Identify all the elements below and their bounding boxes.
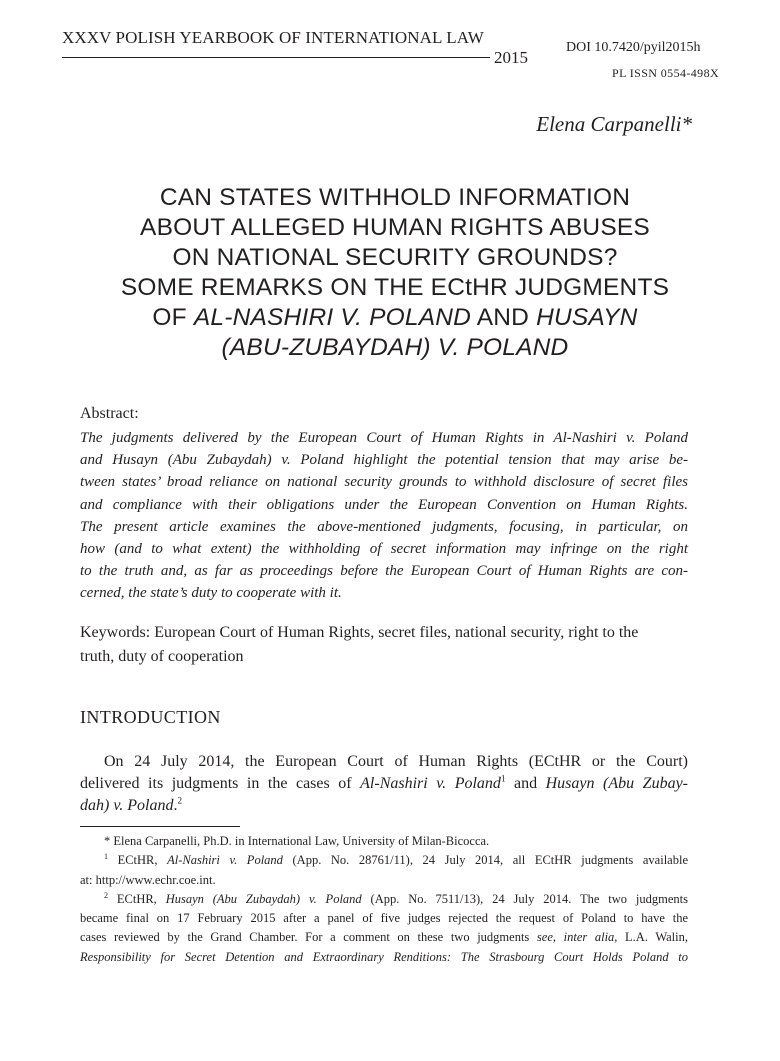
abstract-line: how (and to what extent) the withholding of secret information may infringe on the right [80, 541, 688, 558]
keywords [80, 621, 690, 668]
case-name: Husayn (Abu Zubaydah) v. Poland [165, 891, 362, 906]
doi: DOI 10.7420/pyil2015h [566, 40, 701, 55]
footnote-2 [80, 890, 688, 909]
keywords-label: Keywords: [80, 624, 151, 641]
journal-year: 2015 [494, 48, 528, 67]
footnote-rule [80, 826, 240, 827]
title-case-name: (ABU-ZUBAYDAH) V. POLAND [221, 334, 569, 361]
footnote-1 [80, 851, 688, 870]
footnote-line [80, 948, 688, 967]
abstract-text [80, 427, 688, 605]
footnote-italic: inter alia [563, 930, 615, 945]
case-name: Al-Nashiri v. Poland [360, 775, 501, 792]
title-line: ABOUT ALLEGED HUMAN RIGHTS ABUSES [140, 214, 650, 241]
article-title [60, 183, 730, 363]
footnote-ref[interactable]: 2 [177, 795, 182, 806]
abstract-line: tween states’ broad reliance on national security grounds to withhold disclosure of secret files [80, 474, 688, 491]
title-line: ON NATIONAL SECURITY GROUNDS? [172, 244, 618, 271]
title-line [60, 303, 730, 333]
title-text: OF [152, 304, 194, 331]
abstract-line: The present article examines the above-mentioned judgments, focusing, in particular, on [80, 518, 688, 535]
footnote-number: 1 [104, 852, 108, 862]
footnote-1-link[interactable]: at: http://www.echr.coe.int. [80, 872, 216, 887]
abstract-line: to the truth and, as far as proceedings before the European Court of Human Rights are con- [80, 563, 688, 580]
body-line [80, 773, 688, 795]
footnote-star [80, 832, 688, 851]
title-line: CAN STATES WITHHOLD INFORMATION [159, 184, 631, 211]
title-case-name: HUSAYN [536, 304, 638, 331]
abstract-line: and compliance with their obligations under the European Convention on Human Rights. [80, 496, 688, 513]
footnote-text: cases reviewed by the Grand Chamber. For a comment on these two judgments [80, 930, 537, 945]
footnote-text: ECtHR, [108, 891, 166, 906]
title-case-name: AL-NASHIRI V. POLAND [193, 304, 472, 331]
body-line: On 24 July 2014, the European Court of Human Rights (ECtHR or the Court) [104, 753, 688, 770]
journal-title: XXXV POLISH YEARBOOK OF INTERNATIONAL LAW [62, 28, 484, 47]
footnote-line [80, 928, 688, 947]
body-text: . [173, 797, 178, 814]
keywords-line: truth, duty of cooperation [80, 647, 244, 665]
footnote-text: , [552, 930, 564, 945]
title-text: AND [471, 304, 537, 331]
author-name: Elena Carpanelli* [536, 112, 692, 136]
footnote-text: (App. No. 7511/13), 24 July 2014. The two judgments [361, 891, 689, 906]
case-name: Husayn (Abu Zubay- [545, 775, 689, 792]
footnote-mark: * [104, 834, 111, 848]
title-line [60, 333, 730, 363]
footnote-italic: see [536, 930, 553, 945]
case-name: Al-Nashiri v. Poland [167, 853, 283, 868]
footnote-text: ECtHR, [108, 853, 168, 868]
issn: PL ISSN 0554-498X [612, 66, 720, 80]
footnote-text: Elena Carpanelli, Ph.D. in International Law, University of Milan-Bicocca. [110, 834, 490, 848]
body-line [80, 795, 688, 817]
footnote-italic: Responsibility for Secret Detention and Extraordinary Renditions: The Strasbourg Court Holds Poland to [80, 949, 688, 964]
body-text: and [505, 775, 546, 792]
keywords-line [80, 621, 690, 645]
footnote-text: , L.A. Walin, [614, 930, 689, 945]
footnote-line: became final on 17 February 2015 after a panel of five judges rejected the request of Poland to have the [80, 911, 688, 926]
abstract-line: and Husayn (Abu Zubaydah) v. Poland highlight the potential tension that may arise be- [80, 452, 688, 469]
footnote-number: 2 [104, 890, 108, 900]
keywords-text: European Court of Human Rights, secret files, national security, right to the [150, 624, 639, 641]
footnote-ref[interactable]: 1 [500, 773, 506, 784]
header-rule [62, 57, 490, 58]
case-name: dah) v. Poland [80, 797, 174, 814]
title-line: SOME REMARKS ON THE ECtHR JUDGMENTS [120, 274, 670, 301]
body-paragraph [80, 751, 688, 817]
abstract-label: Abstract: [80, 405, 139, 422]
footnotes [80, 832, 688, 967]
abstract-line: cerned, the state’s duty to cooperate with it. [80, 585, 342, 602]
footnote-text: (App. No. 28761/11), 24 July 2014, all ECtHR judgments available [282, 853, 688, 868]
section-heading: INTRODUCTION [80, 707, 221, 727]
body-text: delivered its judgments in the cases of [80, 775, 361, 792]
abstract-line: The judgments delivered by the European Court of Human Rights in Al-Nashiri v. Poland [80, 430, 688, 446]
